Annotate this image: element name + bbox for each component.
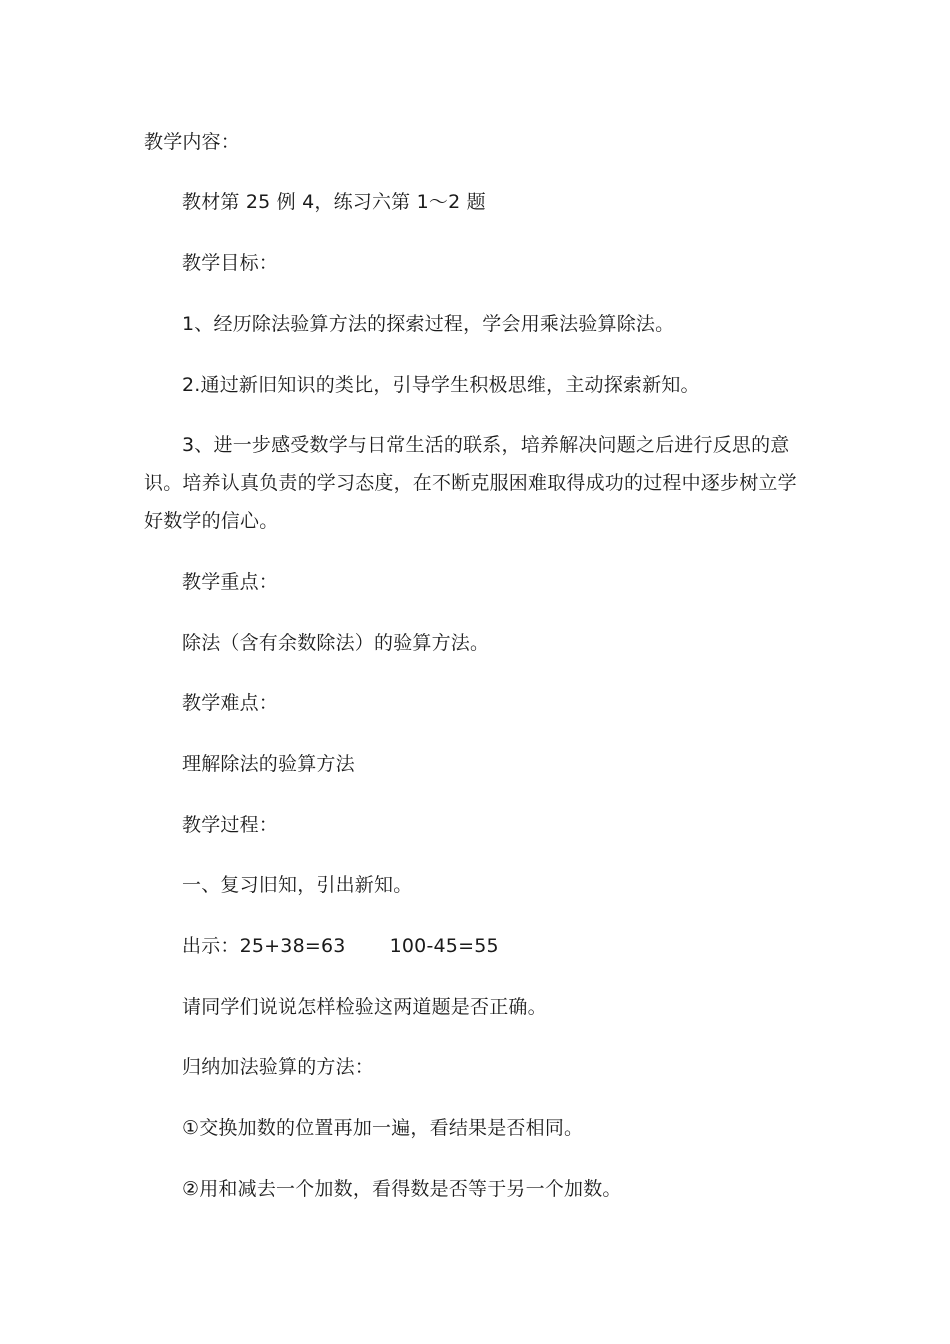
goal-1: 1、经历除法验算方法的探索过程，学会用乘法验算除法。: [182, 313, 675, 335]
summary-heading: 归纳加法验算的方法：: [182, 1056, 375, 1078]
goal-2: 2.通过新旧知识的类比，引导学生积极思维，主动探索新知。: [182, 374, 700, 396]
content-text: 教材第 25 例 4，练习六第 1～2 题: [182, 191, 486, 213]
difficulty-heading: 教学难点：: [182, 692, 279, 714]
content-heading: 教学内容：: [144, 131, 241, 153]
show-equation-2: 100-45=55: [389, 935, 499, 957]
goal-3-line-2: 识。培养认真负责的学习态度，在不断克服困难取得成功的过程中逐步树立学: [144, 472, 797, 494]
method-1: ①交换加数的位置再加一遍，看结果是否相同。: [182, 1117, 584, 1139]
show-equation-1: 出示：25+38=63: [182, 935, 346, 957]
goal-3-line-1: 3、进一步感受数学与日常生活的联系，培养解决问题之后进行反思的意: [182, 434, 790, 456]
process-heading: 教学过程：: [182, 814, 279, 836]
method-2: ②用和减去一个加数，看得数是否等于另一个加数。: [182, 1178, 622, 1200]
key-text: 除法（含有余数除法）的验算方法。: [182, 632, 490, 654]
key-heading: 教学重点：: [182, 571, 279, 593]
prompt-text: 请同学们说说怎样检验这两道题是否正确。: [182, 996, 547, 1018]
goals-heading: 教学目标：: [182, 252, 279, 274]
goal-3-line-3: 好数学的信心。: [144, 510, 279, 532]
difficulty-text: 理解除法的验算方法: [182, 753, 355, 775]
show-equations: [182, 932, 499, 960]
review-title: 一、复习旧知，引出新知。: [182, 874, 413, 896]
